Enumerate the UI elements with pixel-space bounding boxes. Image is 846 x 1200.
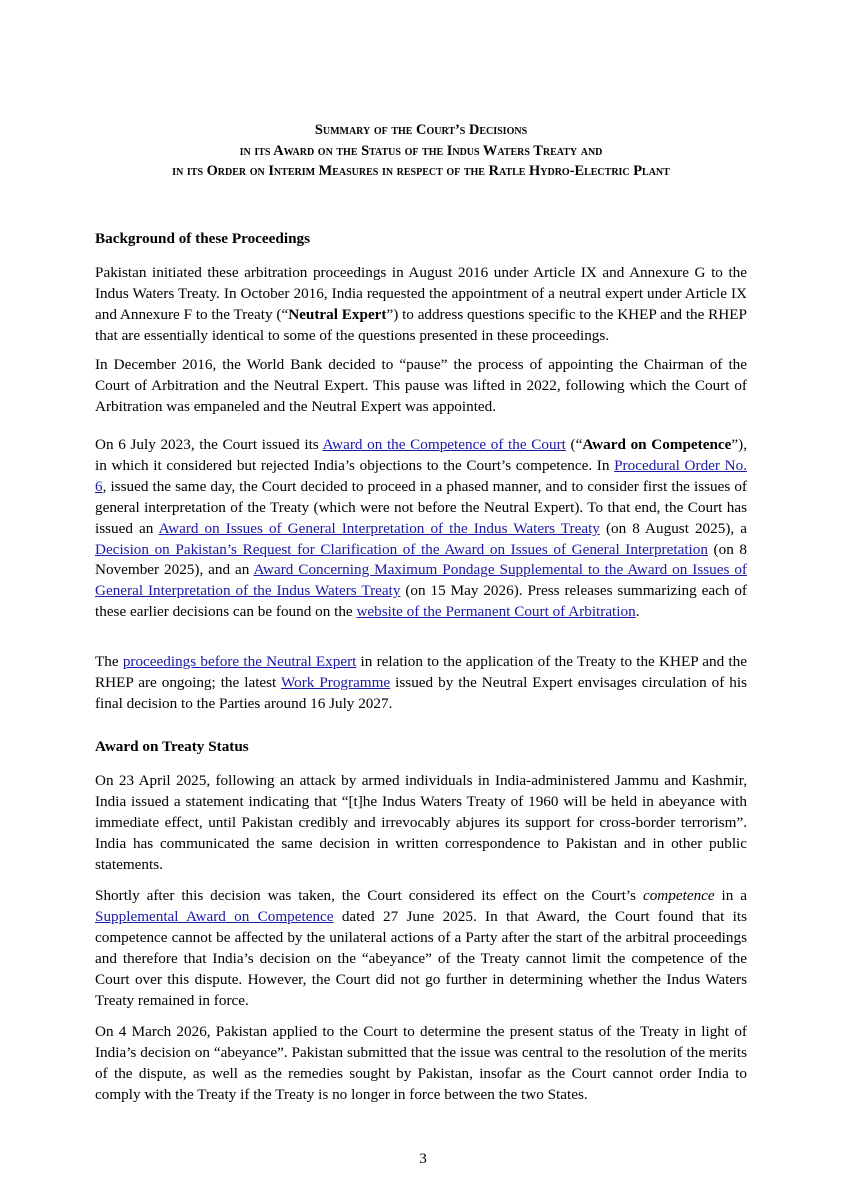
- competence-emphasis: competence: [642, 887, 715, 904]
- paragraph-treaty-status-2: Shortly after this decision was taken, the Court considered its effect on the Court’s competence in a Supplemental Award on Competence dated 27 June 2025. In that Award, the Court found that its competence cannot be affected by the unilateral actions of a Party after the start of the arbitral proceedings and therefore that India’s decision on the “abeyance” of the Treaty cannot limit the competence of the Court over this dispute. However, the Court did not go further in determining whether the Indus Waters Treaty remained in force.: [95, 887, 747, 1009]
- link-decision-clarification[interactable]: Decision on Pakistan’s Request for Clarification of the Award on Issues of General Interpretation: [95, 540, 708, 558]
- title-line-1: Summary of the Court’s Decisions: [314, 122, 528, 138]
- page-number: 3: [419, 1150, 427, 1167]
- link-award-general-interpretation[interactable]: Award on Issues of General Interpretation of the Indus Waters Treaty: [158, 519, 600, 537]
- paragraph-treaty-status-1: On 23 April 2025, following an attack by armed individuals in India-administered Jammu and Kashmir, India issued a statement indicating that “[t]he Indus Waters Treaty of 1960 will be held in abeyance with immediate effect, until Pakistan credibly and irrevocably abjures its support for cross-border terrorism”. India has communicated the same decision in written correspondence to Pakistan and in other public statements.: [95, 772, 747, 873]
- link-supplemental-award-competence[interactable]: Supplemental Award on Competence: [95, 907, 334, 925]
- section-heading-background: Background of these Proceedings: [95, 230, 311, 247]
- paragraph-background-3: On 6 July 2023, the Court issued its Award on the Competence of the Court (“Award on Competence”), in which it considered but rejected India’s objections to the Court’s competence. In Procedural Order No. 6, issued the same day, the Court decided to proceed in a phased manner, and to consider first the issues of general interpretation of the Treaty (which were not before the Neutral Expert). To that end, the Court has issued an Award on Issues of General Interpretation of the Indus Waters Treaty (on 8 August 2025), a Decision on Pakistan’s Request for Clarification of the Award on Issues of General Interpretation (on 8 November 2025), and an Award Concerning Maximum Pondage Supplemental to the Award on Issues of General Interpretation of the Indus Waters Treaty (on 15 May 2026). Press releases summarizing each of these earlier decisions can be found on the website of the Permanent Court of Arbitration.: [95, 436, 748, 621]
- document-title: [95, 120, 747, 182]
- paragraph-background-4: The proceedings before the Neutral Expert in relation to the application of the Treaty to the KHEP and the RHEP are ongoing; the latest Work Programme issued by the Neutral Expert envisages circulation of his final decision to the Parties around 16 July 2027.: [95, 653, 747, 712]
- link-neutral-expert-proceedings[interactable]: proceedings before the Neutral Expert: [122, 653, 357, 670]
- paragraph-background-2: In December 2016, the World Bank decided to “pause” the process of appointing the Chairman of the Court of Arbitration and the Neutral Expert. This pause was lifted in 2022, following which the Court of Arbitration was empaneled and the Neutral Expert was appointed.: [95, 356, 747, 415]
- link-procedural-order-6[interactable]: Procedural Order No. 6: [95, 456, 748, 495]
- title-line-3: in its Order on Interim Measures in respect of the Ratle Hydro-Electric Plant: [172, 163, 670, 179]
- award-on-competence-term: Award on Competence: [582, 436, 732, 453]
- paragraph-background-1: Pakistan initiated these arbitration proceedings in August 2016 under Article IX and Annexure G to the Indus Waters Treaty. In October 2016, India requested the appointment of a neutral expert under Article IX and Annexure F to the Treaty (“Neutral Expert”) to address questions specific to the KHEP and the RHEP that are essentially identical to some of the questions presented in these proceedings.: [95, 264, 747, 344]
- link-award-maximum-pondage[interactable]: Award Concerning Maximum Pondage Supplemental to the Award on Issues of General Interpretation of the Indus Waters Treaty: [95, 561, 747, 600]
- section-heading-treaty-status: Award on Treaty Status: [95, 738, 249, 755]
- neutral-expert-term: Neutral Expert: [288, 305, 387, 323]
- link-award-on-competence[interactable]: Award on the Competence of the Court: [322, 436, 566, 453]
- link-work-programme[interactable]: Work Programme: [280, 673, 391, 691]
- paragraph-treaty-status-3: On 4 March 2026, Pakistan applied to the Court to determine the present status of the Treaty in light of India’s decision on “abeyance”. Pakistan submitted that the issue was central to the resolution of the merits of the dispute, as well as the remedies sought by Pakistan, insofar as the Court cannot order India to comply with the Treaty if the Treaty is no longer in force between the two States.: [95, 1023, 747, 1103]
- title-line-2: in its Award on the Status of the Indus Waters Treaty and: [239, 142, 603, 159]
- link-pca-website[interactable]: website of the Permanent Court of Arbitration: [356, 603, 636, 621]
